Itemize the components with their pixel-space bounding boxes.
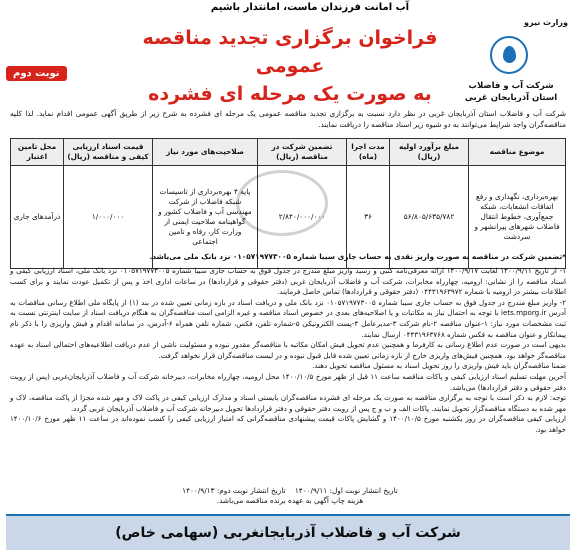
cell-subject: بهره‌برداری، نگهداری و رفع اتفاقات انشعابات، شبکه جمع‌آوری، خطوط انتقال فاضلاب شهرهای پیرانشهر و سردشت	[469, 166, 566, 269]
paragraph-5: آخرین مهلت تسلیم اسناد ارزیابی کیفی و پاکات مناقصه ساعت ۱۱ قبل از ظهر مورخ ۱۴۰۰/۱۰/۵ محل ارومیه، چهارراه مخابرات، دبیرخانه شرکت آب و فاضلاب آذربایجان‌غربی (پس از رویت دفتر حقوقی و دفتر قراردادها) می‌باشد.	[10, 371, 567, 392]
header-qualifications: صلاحیت‌های مورد نیاز	[153, 139, 258, 166]
paragraph-3: بدیهی است در صورت عدم اطلاع رسانی به کارفرما و همچنین عدم تحویل فیش امکان مکاتبه با مناقصه‌گر مقدور نبوده و مسئولیت ناشی از عدم دریافت اطلاعیه‌های احتمالی اسناد به عهده مناقصه‌گر خواهد بود. همچنین فیش‌های واریزی خارج از بازه زمانی تعیین شده قابل قبول نبوده و در لیست مناقصه‌گران قرار نخواهد گرفت.	[10, 340, 566, 360]
guarantee-note: *تضمین شرکت در مناقصه به صورت واریز نقدی به حساب جاری سیبا شماره ۰۱۰۵۷۱۹۷۷۳۰۰۵ نزد بانک ملی می‌باشد.	[149, 252, 566, 261]
stamp-watermark	[236, 170, 328, 236]
footer-company-name: شرکت آب و فاضلاب آذربایجانغربی (سهامی خاص)	[6, 514, 570, 550]
header-document-price: قیمت اسناد ارزیابی کیفی و مناقصه (ریال)	[64, 139, 153, 166]
header-guarantee: تضمین شرکت در مناقصه (ریال)	[258, 139, 347, 166]
publication-dates	[150, 486, 430, 506]
table-header-row	[11, 139, 566, 166]
title-line-2: به صورت یک مرحله ای فشرده	[148, 83, 432, 105]
first-publication-date: تاریخ انتشار نوبت اول: ۱۴۰۰/۹/۱۱	[294, 486, 398, 495]
cell-document-price: ۱/۰۰۰/۰۰۰	[64, 166, 153, 269]
paragraph-1: ۱- از تاریخ ۱۴۰۰/۹/۱۱ لغایت ۱۴۰۰/۹/۱۷ ارائه معرفی‌نامه کتبی و رسید واریز مبلغ مندرج در جدول فوق به حساب جاری سیبا شماره ۰۱۰۵۷۱۹۷۷۳۰۰۵ نزد بانک ملی، اسناد ارزیابی کیفی و اسناد مناقصه را از نشانی: ارومیه، چهارراه مخابرات، شرکت آب و فاضلاب آذربایجان غربی (دفتر حقوقی و قراردادها) در ساعات اداری اخذ و پس از تکمیل عودت نمایند و برای کسب اطلاعات بیشتر در ارومیه با شماره ۰۴۴۳۱۹۶۳۹۷۲ (دفتر حقوقی و قراردادها) تماس حاصل فرمایند.	[10, 266, 566, 297]
intro-paragraph: شرکت آب و فاضلاب استان آذربایجان غربی در نظر دارد نسبت به برگزاری تجدید مناقصه عمومی یک مرحله ای فشرده به شرح زیر از طریق آگهی عمومی اقدام نماید. لذا کلیه مناقصه‌گران واجد شرایط می‌توانند به دو شیوه زیر اسناد مناقصه را دریافت نمایند.	[10, 109, 566, 129]
top-slogan: آب امانت فرزندان ماست، امانتدار باشیم	[210, 2, 410, 13]
header-subject: موضوع مناقصه	[469, 139, 566, 166]
header-estimate: مبلغ برآورد اولیه (ریال)	[390, 139, 469, 166]
notice-title	[120, 24, 460, 108]
cell-guarantee: ۲/۸۴۰/۰۰۰/۰۰۰	[258, 166, 347, 269]
header-duration: مدت اجرا (ماه)	[347, 139, 390, 166]
ministry-label: وزارت نیرو	[524, 18, 568, 27]
company-logo	[452, 14, 570, 114]
water-drop-icon	[490, 36, 528, 74]
title-line-1: فراخوان برگزاری تجدید مناقصه عمومی	[142, 27, 438, 77]
cell-qualifications: پایه ۴ بهره‌برداری از تاسیسات شبکه فاضلاب از شرکت مهندسی آب و فاضلاب کشور و گواهینامه صلاحیت ایمنی از وزارت کار، رفاه و تامین اجتماعی	[153, 166, 258, 269]
header-funding: محل تامین اعتبار	[11, 139, 64, 166]
cell-funding: درآمدهای جاری	[11, 166, 64, 269]
paragraph-6: توجه: لازم به ذکر است با توجه به برگزاری مناقصه به صورت یک مرحله ای فشرده مناقصه‌گران بایستی اسناد و مدارک ارزیابی کیفی در پاکت لاک و مهر شده مجزا از پاکت مناقصه، لاک و مهر شده به دستگاه مناقصه‌گزار تحویل نمایند. پاکات الف و ب و ج پس از رویت دفتر حقوقی و دفتر قراردادها تحویل دبیرخانه شرکت آب و فاضلاب آذربایجان غربی گردد.	[10, 393, 566, 413]
conditions-text	[10, 266, 566, 436]
cell-duration: ۳۶	[347, 166, 390, 269]
company-name: شرکت آب و فاضلاب استان آذربایجان غربی	[464, 81, 558, 103]
round-badge: نوبت دوم	[6, 66, 67, 81]
fee-note: هزینه چاپ آگهی به عهده برنده مناقصه می‌باشد.	[216, 496, 364, 505]
paragraph-2: ۲- واریز مبلغ مندرج در جدول فوق به حساب جاری سیبا شماره ۰۱۰۵۷۱۹۷۷۳۰۰۵ نزد بانک ملی و دریافت اسناد در بازه زمانی تعیین شده در بند (۱) از پایگاه ملی اطلاع رسانی مناقصات به آدرس iets.mporg.ir با توجه به احتمال نیاز به مکاتبات و یا اصلاحیه‌های بعدی در خصوص اسناد مناقصه و غیره الزامی است مناقصه‌گران به هنگام دریافت اسناد از سایت اینترنتی نسبت به ثبت مشخصات مورد نیاز: ۱-عنوان مناقصه ۲-نام شرکت ۳-مدیرعامل ۴-پست الکترونیکی ۵-شماره تلفن، فکس، شماره تلفن همراه ۶-آدرس، در سامانه اقدام و فیش واریزی را با ذکر نام پیمانکار و عنوان مناقصه به فکس شماره ۰۴۴۳۱۹۶۳۷۶۸ ارسال نمایند.	[10, 297, 566, 339]
cell-estimate: ۵۶/۸۰۵/۶۳۵/۷۸۲	[390, 166, 469, 269]
paragraph-7: ارزیابی کیفی مناقصه‌گران در روز یکشنبه مورخ ۱۴۰۰/۱۰/۵ و گشایش پاکات قیمت پیشنهادی مناقصه‌گرانی که امتیاز ارزیابی کیفی را کسب نموده‌اند در ساعت ۱۱ ظهر مورخ ۱۴۰۰/۱۰/۶ خواهد بود.	[10, 414, 566, 434]
paragraph-4: ضمنا مناقصه‌گران باید فیش واریزی را روز تحویل اسناد به مسئول مناقصه تحویل دهند.	[312, 361, 566, 371]
second-publication-date: تاریخ انتشار نوبت دوم: ۱۴۰۰/۹/۱۳	[182, 486, 286, 495]
